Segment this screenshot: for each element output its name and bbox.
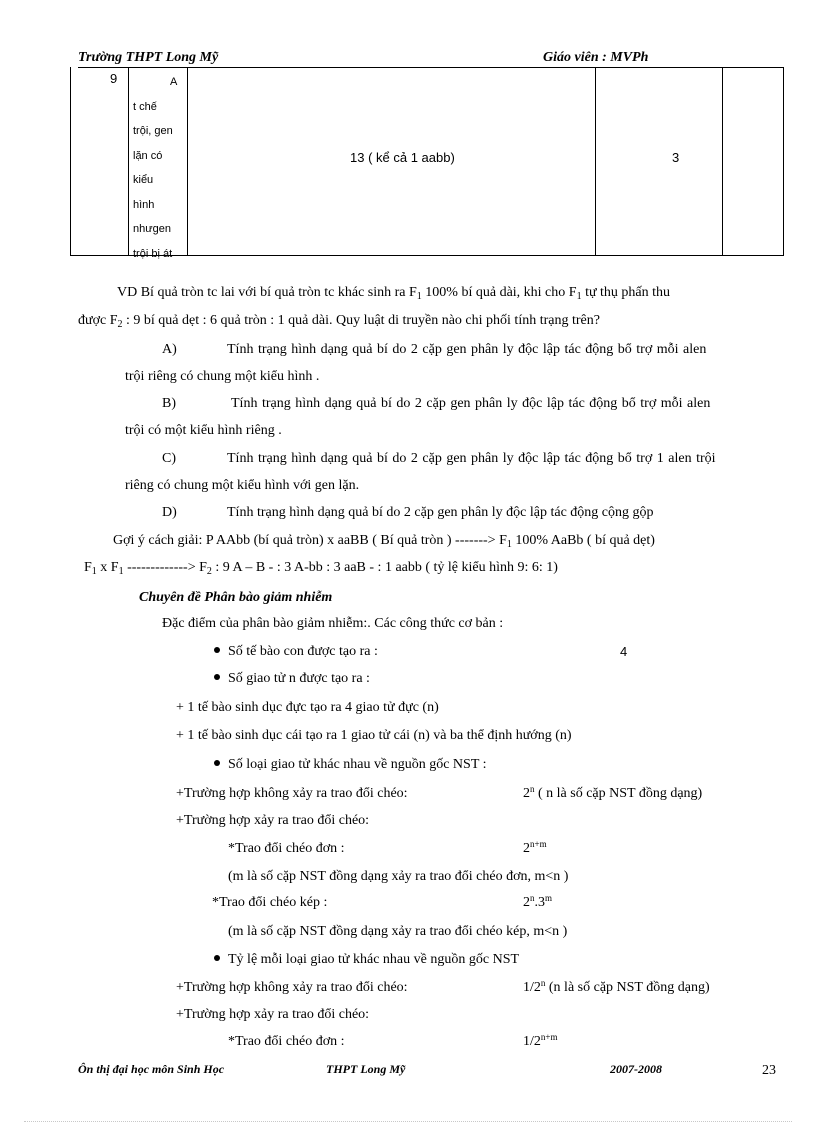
- footer-school: THPT Long Mỹ: [326, 1062, 406, 1076]
- option-label: B): [162, 396, 176, 411]
- hint-line-1: Gợi ý cách giải: P AAbb (bí quả tròn) x aaBB ( Bí quả tròn ) -------> $F_1$ 100% AaBb ( bí quả dẹt): [113, 533, 655, 550]
- double-crossover-label: *Trao đổi chéo kép :: [212, 895, 328, 910]
- option-text: Tính trạng hình dạng quả bí do 2 cặp gen phân ly độc lập tác động bổ trợ mỗi alen: [227, 342, 707, 357]
- single-crossover-label: *Trao đổi chéo đơn :: [228, 841, 345, 856]
- footer-course: Ôn thị đại học môn Sinh Học: [78, 1062, 225, 1076]
- ratio-crossover: +Trường hợp xảy ra trao đổi chéo:: [176, 1007, 370, 1022]
- cell-count-value: 4: [620, 644, 628, 659]
- table-cell-line: kiểu: [133, 174, 154, 186]
- hint-line-2: $F_1$ x $F_1$ -------------> $F_2$ : 9 A – B - : 3 A-bb : 3 aaB - : 1 aabb ( tỷ lệ kiểu hình 9: 6: 1): [84, 560, 558, 577]
- option-text-cont: trội riêng có chung một kiểu hình .: [125, 369, 320, 384]
- page-number: 23: [762, 1063, 776, 1078]
- double-crossover-note: (m là số cặp NST đồng dạng xảy ra trao đổi chéo kép, m<n ): [228, 924, 568, 939]
- ratio-single-crossover-label: *Trao đổi chéo đơn :: [228, 1034, 345, 1049]
- bullet-gamete-types: Số loại giao tử khác nhau về nguồn gốc NST :: [214, 757, 487, 773]
- case-crossover: +Trường hợp xảy ra trao đổi chéo:: [176, 813, 370, 828]
- option-text-cont: riêng có chung một kiểu hình với gen lặn.: [125, 478, 360, 493]
- table-row-number: 9: [110, 71, 118, 86]
- option-label: C): [162, 451, 176, 466]
- header-school: Trường THPT Long Mỹ: [78, 50, 219, 65]
- table-cell-phenotype-count: 3: [672, 150, 680, 165]
- ratio-no-crossover: +Trường hợp không xảy ra trao đổi chéo:: [176, 980, 408, 995]
- question-line-2: được $F_2$ : 9 bí quả dẹt : 6 quả tròn : 1 quả dài. Quy luật di truyền nào chi phối tính trạng trên?: [78, 313, 600, 330]
- footer-year: 2007-2008: [610, 1062, 662, 1076]
- page-edge-divider: [24, 1121, 792, 1122]
- table-cell-line: hình: [133, 198, 155, 211]
- table-cell-description: [133, 70, 185, 266]
- female-gamete-line: + 1 tế bào sinh dục cái tạo ra 1 giao tử cái (n) và ba thể định hướng (n): [176, 728, 572, 743]
- option-label: D): [162, 505, 177, 520]
- section-intro: Đặc điểm của phân bào giảm nhiễm:. Các công thức cơ bản :: [162, 616, 504, 631]
- table-cell-line: trội bị át: [133, 247, 173, 260]
- bullet-icon: [214, 955, 220, 961]
- question-line-1: VD Bí quả tròn tc lai với bí quả tròn tc khác sinh ra $F_1$ 100% bí quả dài, khi cho $F_1$ tự thụ phấn thu: [117, 285, 671, 302]
- single-crossover-formula: $2^{n+m}$: [523, 839, 547, 856]
- section-title: Chuyên đề Phân bào giảm nhiễm: [139, 590, 333, 605]
- option-text-cont: trội có một kiểu hình riêng .: [125, 423, 282, 438]
- option-text: Tính trạng hình dạng quả bí do 2 cặp gen phân ly độc lập tác động cộng gộp: [227, 505, 654, 520]
- table-cell-line: A: [170, 76, 178, 88]
- case-no-crossover-formula: 2$^n$ ( n là số cặp NST đồng dạng): [523, 784, 703, 801]
- male-gamete-line: + 1 tế bào sinh dục đực tạo ra 4 giao tử đực (n): [176, 700, 439, 715]
- table-cell-line: lặn có: [133, 149, 163, 162]
- bullet-icon: [214, 760, 220, 766]
- table-cell-genotype-count: 13 ( kể cả 1 aabb): [350, 150, 455, 165]
- double-crossover-formula: 2$^n$.3$^m$: [523, 893, 553, 910]
- bullet-gamete-count: Số giao tử n được tạo ra :: [214, 671, 370, 687]
- option-label: A): [162, 342, 177, 357]
- bullet-cell-count: Số tế bào con được tạo ra :: [214, 644, 378, 660]
- bullet-gamete-ratio: Tỷ lệ mỗi loại giao tử khác nhau về nguồn gốc NST: [214, 952, 519, 968]
- option-text: Tính trạng hình dạng quả bí do 2 cặp gen phân ly độc lập tác động bổ trợ mỗi alen: [231, 396, 711, 411]
- table-cell-line: t chế: [133, 100, 157, 113]
- option-text: Tính trạng hình dạng quả bí do 2 cặp gen phân ly độc lập tác động bổ trợ 1 alen trội: [227, 451, 716, 466]
- header-teacher: Giáo viên : MVPh: [543, 50, 649, 65]
- ratio-no-crossover-formula: 1/2$^n$ (n là số cặp NST đồng dạng): [523, 978, 710, 995]
- bullet-icon: [214, 674, 220, 680]
- table-cell-line: nhưgen: [133, 223, 171, 235]
- case-no-crossover: +Trường hợp không xảy ra trao đổi chéo:: [176, 786, 408, 801]
- ratio-single-crossover-formula: $1/2^{n+m}$: [523, 1032, 558, 1049]
- single-crossover-note: (m là số cặp NST đồng dạng xảy ra trao đổi chéo đơn, m<n ): [228, 869, 569, 884]
- table-cell-line: trội, gen: [133, 125, 173, 137]
- bullet-icon: [214, 647, 220, 653]
